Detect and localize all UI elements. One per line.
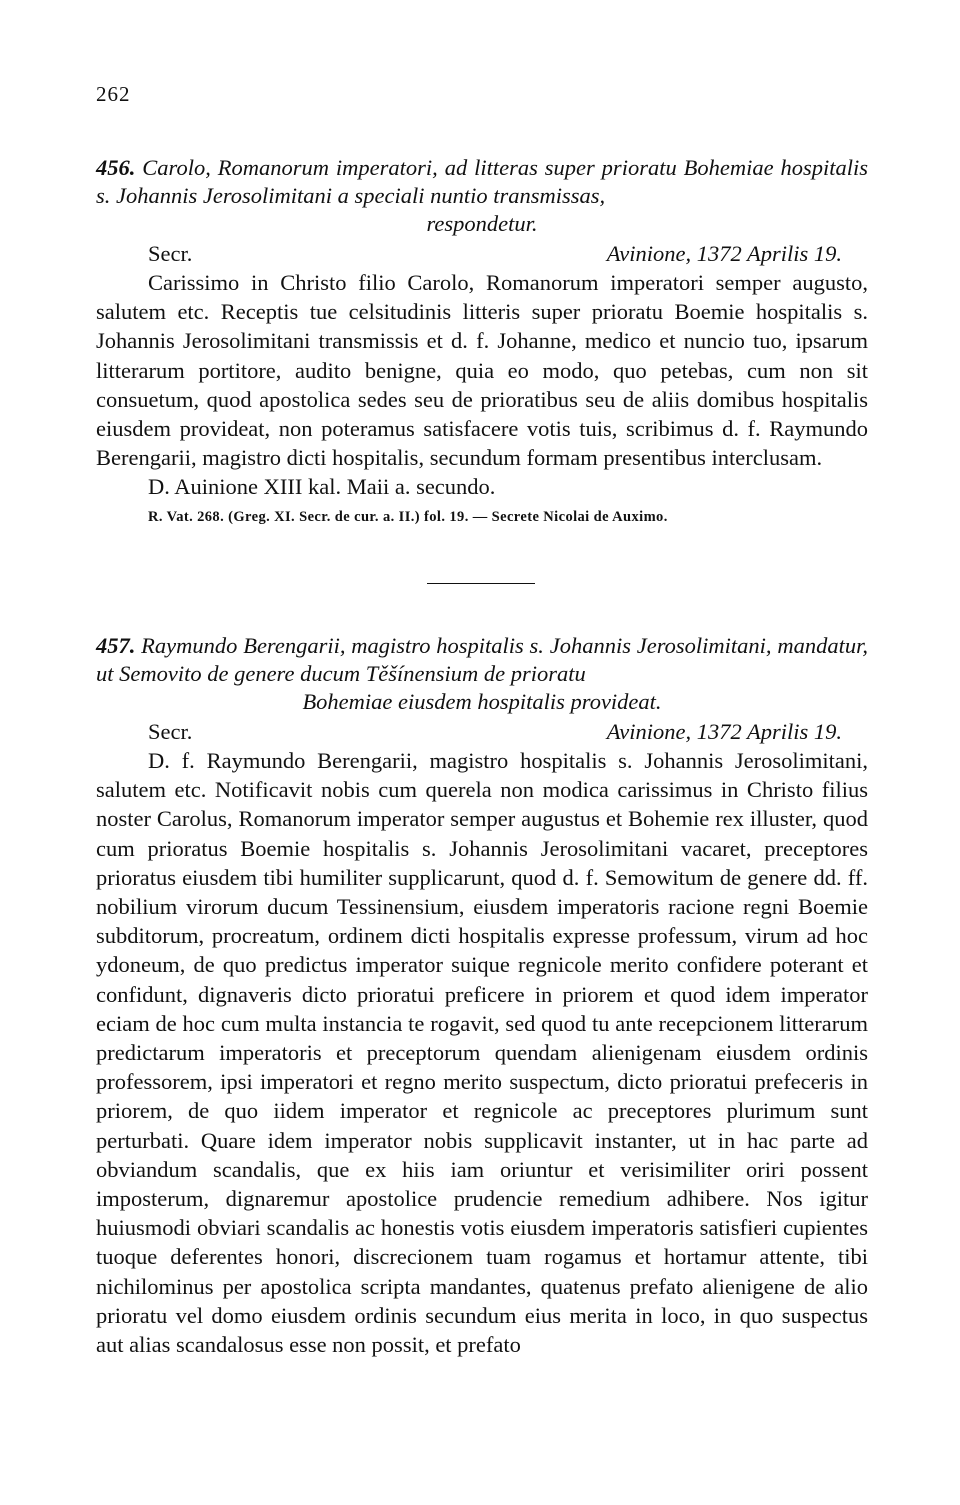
place-date: Avinione, 1372 Aprilis 19. bbox=[606, 241, 842, 266]
entry-456 bbox=[96, 154, 868, 527]
place-date: Avinione, 1372 Aprilis 19. bbox=[606, 719, 842, 744]
page-number: 262 bbox=[96, 82, 131, 106]
heading-last-line: respondetur. bbox=[426, 211, 538, 236]
entry-meta bbox=[96, 718, 868, 746]
entry-heading bbox=[96, 632, 868, 716]
entry-number: 457. bbox=[96, 633, 136, 658]
source-reference: R. Vat. 268. (Greg. XI. Secr. de cur. a. II.) fol. 19. — Secrete Nicolai de Auximo. bbox=[148, 509, 668, 526]
section-divider bbox=[427, 583, 535, 584]
entry-meta bbox=[96, 240, 868, 268]
heading-text: Carolo, Romanorum imperatori, ad litteras super prioratu Bohemiae hospitalis s. Johannis Jerosolimitani a speciali nuntio transmissas, bbox=[96, 155, 869, 208]
letter-body: Carissimo in Christo filio Carolo, Romanorum imperatori semper augusto, salutem etc. Receptis tue celsitudinis litteris super prioratu Boemie hospitalis s. Johannis Jerosolimitani transmissis et d. f. Johanne, medico et nuncio tuo, ipsarum litterarum portitore, audito benigne, quia eo modo, quo petebas, cum non sit consuetum, quod apostolica sedes seu de prioratibus seu de aliis domibus hospitalis eiusdem provideat, non poteramus satisfacere votis tuis, scribimus d. f. Raymundo Berengarii, magistro dicti hospitalis, secundum formam presentibus interclusam. bbox=[96, 270, 868, 471]
entry-457 bbox=[96, 632, 868, 1359]
secr-label: Secr. bbox=[148, 719, 193, 744]
closing-line: D. Auinione XIII kal. Maii a. secundo. bbox=[148, 474, 496, 500]
heading-text: Raymundo Berengarii, magistro hospitalis s. Johannis Jerosolimitani, mandatur, ut Semovito de genere ducum Těšínensium de prioratu bbox=[96, 633, 868, 686]
secr-label: Secr. bbox=[148, 241, 193, 266]
entry-number: 456. bbox=[96, 155, 136, 180]
entry-heading bbox=[96, 154, 868, 238]
letter-body: D. f. Raymundo Berengarii, magistro hospitalis s. Johannis Jerosolimitani, salutem etc. Notificavit nobis cum querela non modica carissimus in Christo filius noster Carolus, Romanorum imperator semper augustus et Bohemie rex illuster, quod cum prioratus Boemie hospitalis s. Johannis Jerosolimitani vacaret, preceptores prioratus eiusdem tibi humiliter supplicarunt, quod d. f. Semowitum de genere dd. ff. nobilium virorum ducum Tessinensium, eiusdem imperatoris racione regni Boemie subditorum, procreatum, ordinem dicti hospitalis expresse professum, virum ad hoc ydoneum, de quo predictus imperator suique regnicole merito confidere poterant et confidunt, dignaveris dicto prioratui preficere in priorem et quod idem imperator eciam de hoc cum multa instancia te rogavit, sed quod tu ante recepcionem litterarum predictarum imperatoris et preceptorum quendam alienigenam eiusdem ordinis professorem, ipsi imperatori et regno merito suspectum, dicto prioratui prefeceris in priorem, de quo iidem imperator et regnicole ac preceptores plurimum sunt perturbati. Quare idem imperator nobis supplicavit instanter, ut in hac parte ad obviandum scandalis, que ex hiis iam oriuntur et verisimiliter oriri possent imposterum, dignaremur apostolice prudencie remedium adhibere. Nos igitur huiusmodi obviari scandalis ac honestis votis eiusdem imperatoris satisfieri cupientes tuoque deferentes honori, discrecionem tuam rogamus et hortamur attente, tibi nichilominus per apostolica scripta mandantes, quatenus prefato alienigene de alio prioratu vel domo eiusdem ordinis secundum eius merita in loco, in quo suspectus aut alias scandalosus esse non possit, et prefato bbox=[96, 748, 868, 1358]
heading-last-line: Bohemiae eiusdem hospitalis provideat. bbox=[302, 689, 662, 714]
